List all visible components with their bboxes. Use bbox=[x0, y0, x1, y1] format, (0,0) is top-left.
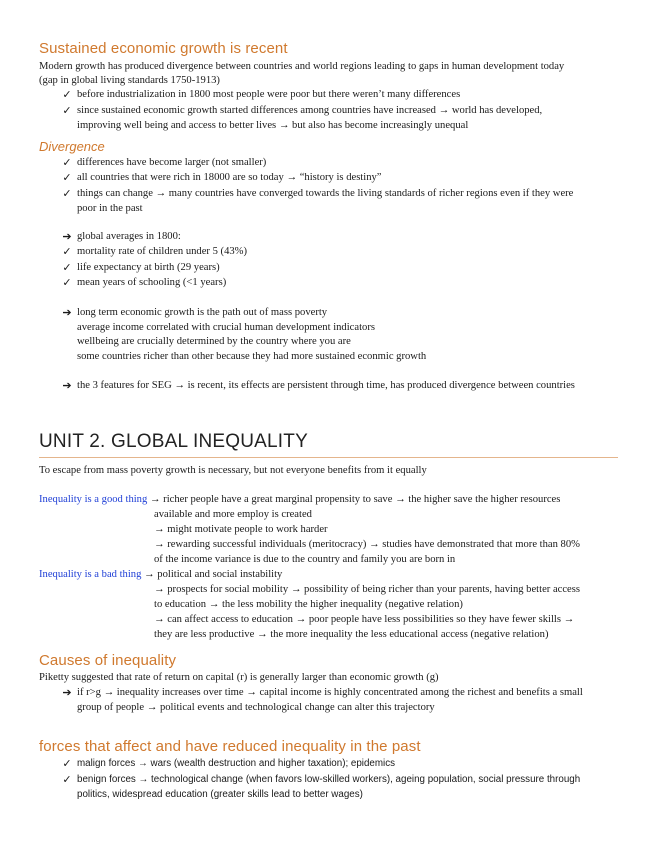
check-icon: ✓ bbox=[62, 262, 72, 274]
heading-sustained-growth: Sustained economic growth is recent bbox=[39, 40, 288, 57]
paragraph-intro-line1: Modern growth has produced divergence between countries and world regions leading to gaps in human development today bbox=[39, 61, 565, 72]
bullet-item: benign forces → technological change (when favors low-skilled workers), ageing population, social pressure through bbox=[77, 774, 581, 785]
arrow-bullet-icon: ➔ bbox=[62, 687, 72, 699]
paragraph-intro-line2: (gap in global living standards 1750-1913) bbox=[39, 75, 220, 86]
bullet-item-continued: group of people → political events and technological change can alter this trajectory bbox=[77, 702, 435, 713]
bullet-item-continued: wellbeing are crucially determined by the country where you are bbox=[77, 336, 351, 347]
unit-intro: To escape from mass poverty growth is necessary, but not everyone benefits from it equally bbox=[39, 465, 427, 476]
check-icon: ✓ bbox=[62, 172, 72, 184]
inequality-bad-text: → political and social instability bbox=[141, 569, 283, 580]
check-icon: ✓ bbox=[62, 774, 72, 786]
check-icon: ✓ bbox=[62, 157, 72, 169]
bullet-item: the 3 features for SEG → is recent, its effects are persistent through time, has produced divergence between countries bbox=[77, 380, 575, 391]
heading-causes: Causes of inequality bbox=[39, 652, 177, 669]
bullet-item: if r>g → inequality increases over time → capital income is highly concentrated among the richest and benefits a small bbox=[77, 687, 583, 698]
check-icon: ✓ bbox=[62, 188, 72, 200]
text-line: → rewarding successful individuals (meritocracy) → studies have demonstrated that more than 80% bbox=[154, 539, 580, 550]
check-icon: ✓ bbox=[62, 105, 72, 117]
arrow-bullet-icon: ➔ bbox=[62, 231, 72, 243]
check-icon: ✓ bbox=[62, 89, 72, 101]
text-line: available and more employ is created bbox=[154, 509, 312, 520]
inequality-bad-line bbox=[39, 568, 282, 582]
bullet-item-continued: some countries richer than other because they had more sustained econmic growth bbox=[77, 351, 427, 362]
check-icon: ✓ bbox=[62, 277, 72, 289]
text-line: → can affect access to education → poor people have less possibilities so they have fewer skills → bbox=[154, 614, 575, 625]
heading-divergence: Divergence bbox=[39, 139, 105, 154]
bullet-item-continued: politics, widespread education (greater skills lead to better wages) bbox=[77, 789, 363, 800]
inequality-bad-label: Inequality is a bad thing bbox=[39, 569, 142, 580]
bullet-item-continued: improving well being and access to better lives → but also has become increasingly unequal bbox=[77, 120, 469, 131]
bullet-item: malign forces → wars (wealth destruction and higher taxation); epidemics bbox=[77, 758, 396, 769]
bullet-item-continued: average income correlated with crucial human development indicators bbox=[77, 322, 375, 333]
bullet-item: global averages in 1800: bbox=[77, 231, 181, 242]
text-line: → might motivate people to work harder bbox=[154, 524, 328, 535]
bullet-item: life expectancy at birth (29 years) bbox=[77, 262, 220, 273]
inequality-good-label: Inequality is a good thing bbox=[39, 494, 148, 505]
bullet-item: differences have become larger (not smaller) bbox=[77, 157, 267, 168]
unit-title: UNIT 2. GLOBAL INEQUALITY bbox=[39, 431, 308, 452]
inequality-good-line bbox=[39, 493, 560, 507]
bullet-item: mortality rate of children under 5 (43%) bbox=[77, 246, 248, 257]
bullet-item: mean years of schooling (<1 years) bbox=[77, 277, 227, 288]
bullet-item: before industrialization in 1800 most people were poor but there weren’t many differences bbox=[77, 89, 461, 100]
title-underline bbox=[39, 457, 618, 458]
heading-forces: forces that affect and have reduced inequality in the past bbox=[39, 738, 421, 755]
text-line: of the income variance is due to the country and family you are born in bbox=[154, 554, 456, 565]
bullet-item: long term economic growth is the path out of mass poverty bbox=[77, 307, 328, 318]
bullet-item: since sustained economic growth started differences among countries have increased → world has developed, bbox=[77, 105, 543, 116]
check-icon: ✓ bbox=[62, 758, 72, 770]
bullet-item: all countries that were rich in 18000 are so today → “history is destiny” bbox=[77, 172, 382, 183]
causes-intro: Piketty suggested that rate of return on capital (r) is generally larger than economic growth (g) bbox=[39, 672, 439, 683]
arrow-bullet-icon: ➔ bbox=[62, 307, 72, 319]
bullet-item: things can change → many countries have converged towards the living standards of richer regions even if they were bbox=[77, 188, 574, 199]
text-line: → prospects for social mobility → possibility of being richer than your parents, having better access bbox=[154, 584, 581, 595]
inequality-good-text: → richer people have a great marginal propensity to save → the higher save the higher resources bbox=[147, 494, 561, 505]
check-icon: ✓ bbox=[62, 246, 72, 258]
arrow-bullet-icon: ➔ bbox=[62, 380, 72, 392]
text-line: to education → the less mobility the higher inequality (negative relation) bbox=[154, 599, 463, 610]
text-line: they are less productive → the more inequality the less educational access (negative relation) bbox=[154, 629, 549, 640]
bullet-item-continued: poor in the past bbox=[77, 203, 143, 214]
